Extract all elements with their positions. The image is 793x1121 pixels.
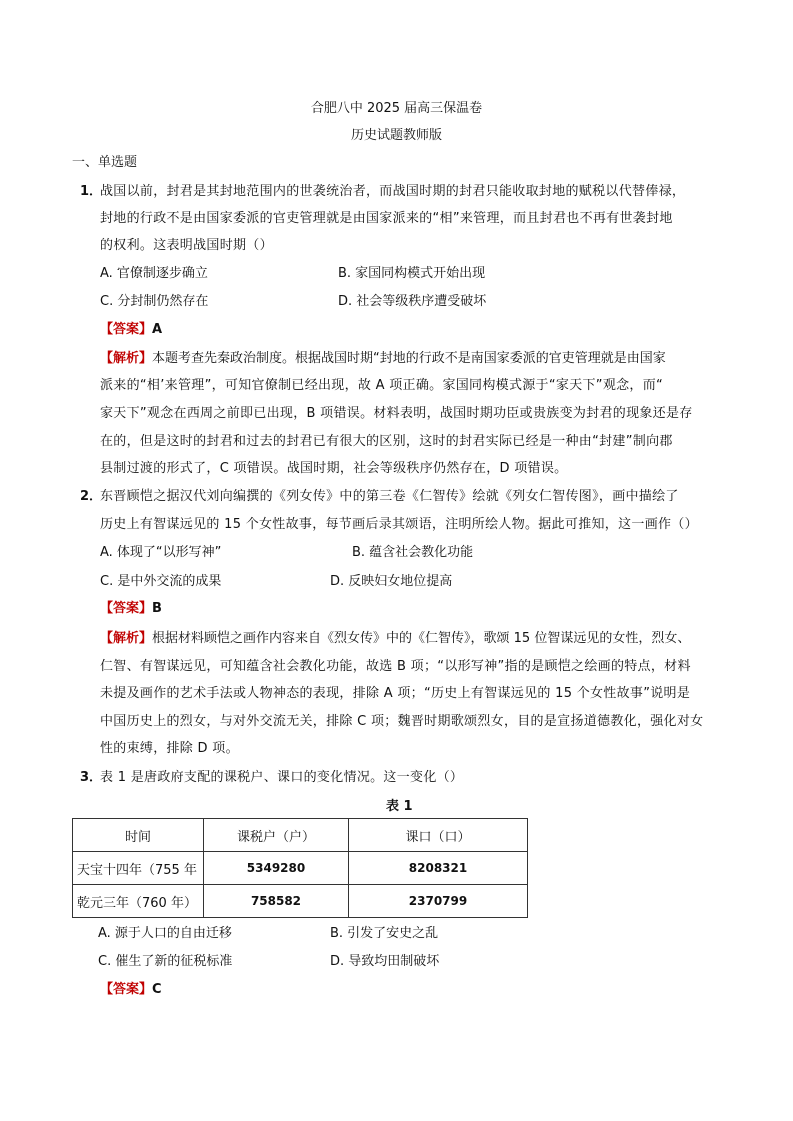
document-title: 合肥八中 2025 届高三保温卷 [310, 101, 483, 116]
answer-value: A [152, 322, 163, 337]
analysis-line [100, 627, 690, 646]
question-stem-line: 历史上有智谋远见的 15 个女性故事，每节画后录其颂语，注明所绘人物。据此可推知，这一画作（） [100, 517, 698, 532]
document-subtitle: 历史试题教师版 [350, 128, 442, 143]
answer-tag: 【答案】 [100, 322, 153, 337]
table-row [73, 885, 528, 918]
table-row [73, 852, 528, 885]
analysis-line [100, 347, 666, 366]
question-number: 3． [80, 770, 103, 785]
option-c: C. 催生了新的征税标准 [98, 954, 233, 969]
answer-tag: 【答案】 [100, 601, 153, 616]
data-table [72, 818, 528, 918]
analysis-tag: 【解析】 [100, 351, 153, 366]
answer-tag: 【答案】 [100, 982, 153, 997]
analysis-line: 性的束缚，排除 D 项。 [100, 741, 239, 756]
table-cell: 天宝十四年（755 年 [73, 852, 204, 885]
answer-line [100, 978, 162, 997]
question-stem-line: 表 1 是唐政府支配的课税户、课口的变化情况。这一变化（） [100, 770, 464, 785]
analysis-line: 家天下”观念在西周之前即已出现，B 项错误。材料表明，战国时期功臣或贵族变为封君的现象还是存 [100, 406, 693, 421]
table-cell: 乾元三年（760 年） [73, 885, 204, 918]
analysis-line: 县制过渡的形式了，C 项错误。战国时期，社会等级秩序仍然存在，D 项错误。 [100, 461, 568, 476]
analysis-line: 派来的“相’来管理”，可知官僚制已经出现，故 A 项正确。家国同构模式源于“家天下”观念，而“ [100, 378, 664, 393]
question-stem-line: 的权利。这表明战国时期（） [100, 238, 273, 253]
table-cell: 8208321 [349, 852, 528, 885]
table-header-cell: 时间 [73, 819, 204, 852]
option-b: B. 家国同构模式开始出现 [338, 266, 486, 281]
analysis-tag: 【解析】 [100, 631, 153, 646]
analysis-line: 在的，但是这时的封君和过去的封君已有很大的区别，这时的封君实际已经是一种由“封建”制向郡 [100, 434, 673, 449]
option-d: D. 社会等级秩序遭受破坏 [338, 294, 487, 309]
answer-line [100, 597, 162, 616]
analysis-line: 中国历史上的烈女，与对外交流无关，排除 C 项；魏晋时期歌颂烈女，目的是宣扬道德教化，强化对女 [100, 714, 704, 729]
question-stem-line: 东晋顾恺之据汉代刘向编撰的《列女传》中的第三卷《仁智传》绘就《列女仁智传图》，画中描绘了 [100, 489, 679, 504]
table-caption: 表 1 [386, 799, 413, 814]
section-heading: 一、单选题 [72, 155, 138, 170]
question-number: 1． [80, 184, 103, 199]
option-a: A. 源于人口的自由迁移 [98, 926, 232, 941]
table-cell: 2370799 [349, 885, 528, 918]
answer-value: C [152, 982, 162, 997]
option-b: B. 引发了安史之乱 [330, 926, 439, 941]
option-a: A. 体现了“以形写神” [100, 545, 222, 560]
option-c: C. 分封制仍然存在 [100, 294, 209, 309]
analysis-text: 根据材料顾恺之画作内容来自《烈女传》中的《仁智传》，歌颂 15 位智谋远见的女性，烈女、 [152, 631, 691, 646]
table-header-cell: 课口（口） [349, 819, 528, 852]
question-number: 2． [80, 489, 103, 504]
table-header-cell: 课税户（户） [204, 819, 349, 852]
option-b: B. 蕴含社会教化功能 [352, 545, 474, 560]
option-a: A. 官僚制逐步确立 [100, 266, 208, 281]
analysis-line: 仁智、有智谋远见，可知蕴含社会教化功能，故选 B 项；“以形写神”指的是顾恺之绘画的特点，材料 [100, 659, 691, 674]
table-cell: 758582 [204, 885, 349, 918]
question-stem-line: 战国以前，封君是其封地范围内的世袭统治者，而战国时期的封君只能收取封地的赋税以代替俸禄， [100, 184, 686, 199]
answer-line [100, 318, 162, 337]
analysis-line: 未提及画作的艺术手法或人物神态的表现，排除 A 项；“历史上有智谋远见的 15 个女性故事”说明是 [100, 686, 691, 701]
option-c: C. 是中外交流的成果 [100, 574, 222, 589]
option-d: D. 反映妇女地位提高 [330, 574, 453, 589]
table-header-row [73, 819, 528, 852]
analysis-text: 本题考查先秦政治制度。根据战国时期“封地的行政不是南国家委派的官吏管理就是由国家 [152, 351, 666, 366]
table-cell: 5349280 [204, 852, 349, 885]
answer-value: B [152, 601, 162, 616]
question-stem-line: 封地的行政不是由国家委派的官吏管理就是由国家派来的“相”来管理，而且封君也不再有世袭封地 [100, 211, 673, 226]
option-d: D. 导致均田制破坏 [330, 954, 440, 969]
